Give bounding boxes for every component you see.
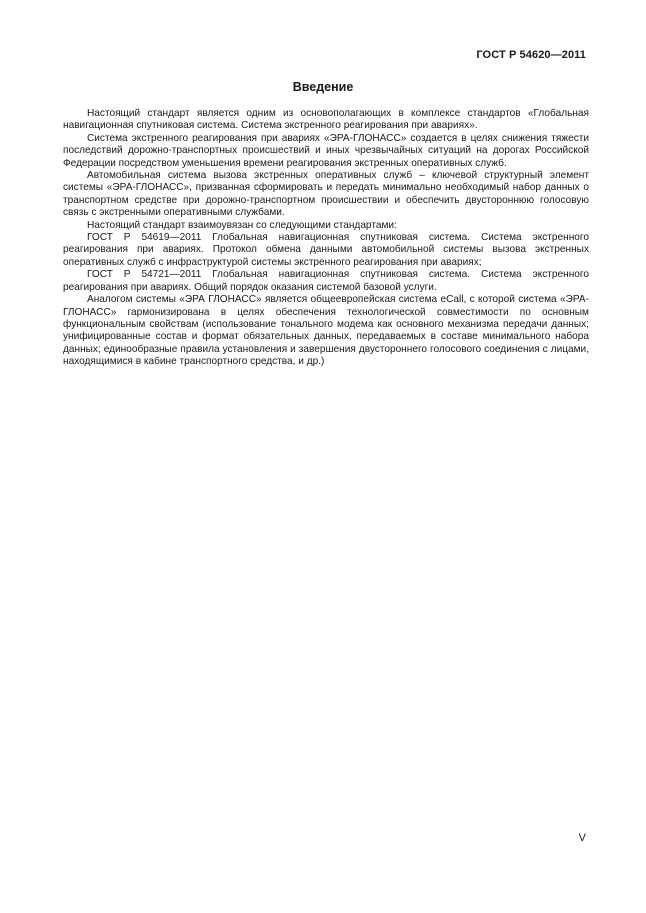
paragraph-ecall-analog: Аналогом системы «ЭРА ГЛОНАСС» является общеевропейская система eCall, с которой система «ЭРА-ГЛОНАСС» гармонизирована в целях обеспечения технологической совместимости по основным функциональным свойствам (использование тонального модема как основного механизма передачи данных; унифицированные состав и формат обязательных данных, передаваемых в составе минимального набора данных; единообразные правила установления и завершения двустороннего голосового соединения с лицами, находящимися в кабине транспортного средства, и др.) xyxy=(63,294,589,368)
document-code: ГОСТ Р 54620—2011 xyxy=(476,49,586,61)
paragraph-intro: Настоящий стандарт является одним из основополагающих в комплексе стандартов «Глобальная навигационная спутниковая система. Система экстренного реагирования при авариях». xyxy=(63,108,589,132)
paragraph-system-purpose: Система экстренного реагирования при авариях «ЭРА-ГЛОНАСС» создается в целях снижения тяжести последствий дорожно-транспортных происшествий и иных чрезвычайных ситуаций на дорогах Российской Федерации посредством уменьшения времени реагирования экстренных оперативных служб. xyxy=(63,132,589,169)
paragraph-related-standards: Настоящий стандарт взаимоувязан со следующими стандартами: xyxy=(87,219,397,231)
paragraph-standard-54619: ГОСТ Р 54619—2011 Глобальная навигационная спутниковая система. Система экстренного реагирования при авариях. Протокол обмена данными автомобильной системы вызова экстренных оперативных служб с инфраструктурой системы экстренного реагирования при авариях; xyxy=(63,232,589,268)
page-number: V xyxy=(578,832,586,844)
section-title: Введение xyxy=(292,80,354,94)
paragraph-vehicle-system: Автомобильная система вызова экстренных оперативных служб – ключевой структурный элемент системы «ЭРА-ГЛОНАСС», призванная сформировать и передать минимально необходимый набор данных о транспортном средстве при дорожно-транспортном происшествии и обеспечить двустороннюю голосовую связь с экстренными оперативными службами. xyxy=(63,170,589,219)
paragraph-standard-54721: ГОСТ Р 54721—2011 Глобальная навигационная спутниковая система. Система экстренного реагирования при авариях. Общий порядок оказания системой базовой услуги. xyxy=(63,269,589,293)
introduction-body xyxy=(63,108,589,369)
